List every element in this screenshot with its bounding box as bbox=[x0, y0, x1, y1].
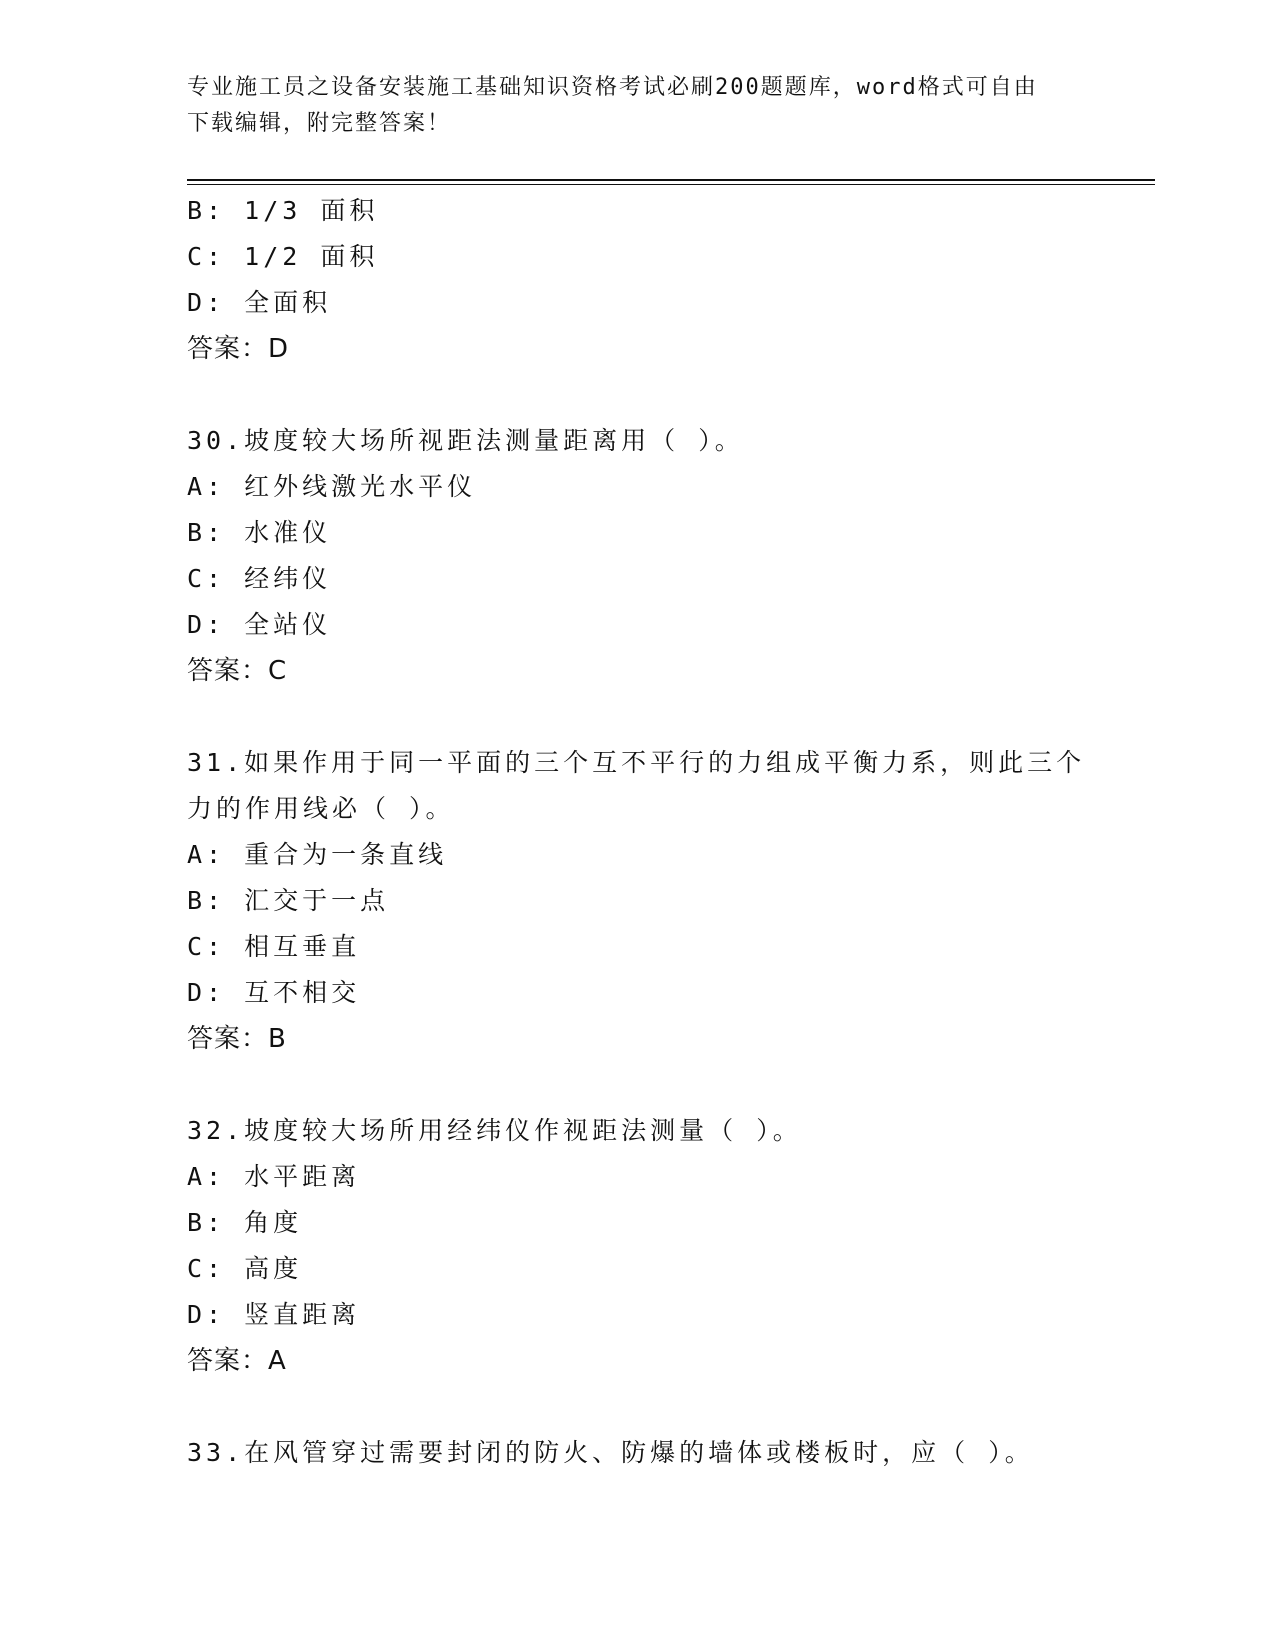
option-d: D: 全站仪 bbox=[187, 610, 332, 639]
header-divider-thin bbox=[187, 184, 1155, 185]
question-stem: 31.如果作用于同一平面的三个互不平行的力组成平衡力系，则此三个 bbox=[187, 748, 1086, 777]
option-d: D: 竖直距离 bbox=[187, 1300, 361, 1329]
option-c: C: 高度 bbox=[187, 1254, 303, 1283]
option-b: B: 1/3 面积 bbox=[187, 196, 379, 225]
spacer bbox=[187, 694, 1087, 740]
answer-line: 答案：B bbox=[187, 1024, 287, 1054]
option-d: D: 全面积 bbox=[187, 288, 332, 317]
spacer bbox=[187, 372, 1087, 418]
document-header bbox=[187, 70, 1087, 142]
option-a: A: 水平距离 bbox=[187, 1162, 361, 1191]
option-d: D: 互不相交 bbox=[187, 978, 361, 1007]
option-b: B: 汇交于一点 bbox=[187, 886, 390, 915]
header-title-line1: 专业施工员之设备安装施工基础知识资格考试必刷200题题库，word格式可自由 bbox=[187, 75, 1038, 100]
option-b: B: 水准仪 bbox=[187, 518, 332, 547]
question-stem: 33.在风管穿过需要封闭的防火、防爆的墙体或楼板时，应（ ）。 bbox=[187, 1438, 1034, 1467]
question-30 bbox=[187, 418, 1087, 694]
question-32 bbox=[187, 1108, 1087, 1384]
question-31 bbox=[187, 740, 1087, 1062]
answer-line: 答案：D bbox=[187, 334, 290, 364]
question-list bbox=[187, 188, 1087, 1476]
spacer bbox=[187, 1384, 1087, 1430]
option-c: C: 1/2 面积 bbox=[187, 242, 379, 271]
header-title-line2: 下载编辑，附完整答案！ bbox=[187, 111, 452, 136]
option-c: C: 相互垂直 bbox=[187, 932, 361, 961]
question-33 bbox=[187, 1430, 1087, 1476]
option-b: B: 角度 bbox=[187, 1208, 303, 1237]
answer-line: 答案：A bbox=[187, 1346, 287, 1376]
option-a: A: 红外线激光水平仪 bbox=[187, 472, 477, 501]
question-fragment bbox=[187, 188, 1087, 372]
question-stem: 32.坡度较大场所用经纬仪作视距法测量（ ）。 bbox=[187, 1116, 802, 1145]
option-a: A: 重合为一条直线 bbox=[187, 840, 448, 869]
option-c: C: 经纬仪 bbox=[187, 564, 332, 593]
spacer bbox=[187, 1062, 1087, 1108]
question-stem: 30.坡度较大场所视距法测量距离用（ ）。 bbox=[187, 426, 744, 455]
answer-line: 答案：C bbox=[187, 656, 288, 686]
header-divider bbox=[187, 179, 1155, 181]
question-stem-continued: 力的作用线必（ ）。 bbox=[187, 794, 455, 823]
